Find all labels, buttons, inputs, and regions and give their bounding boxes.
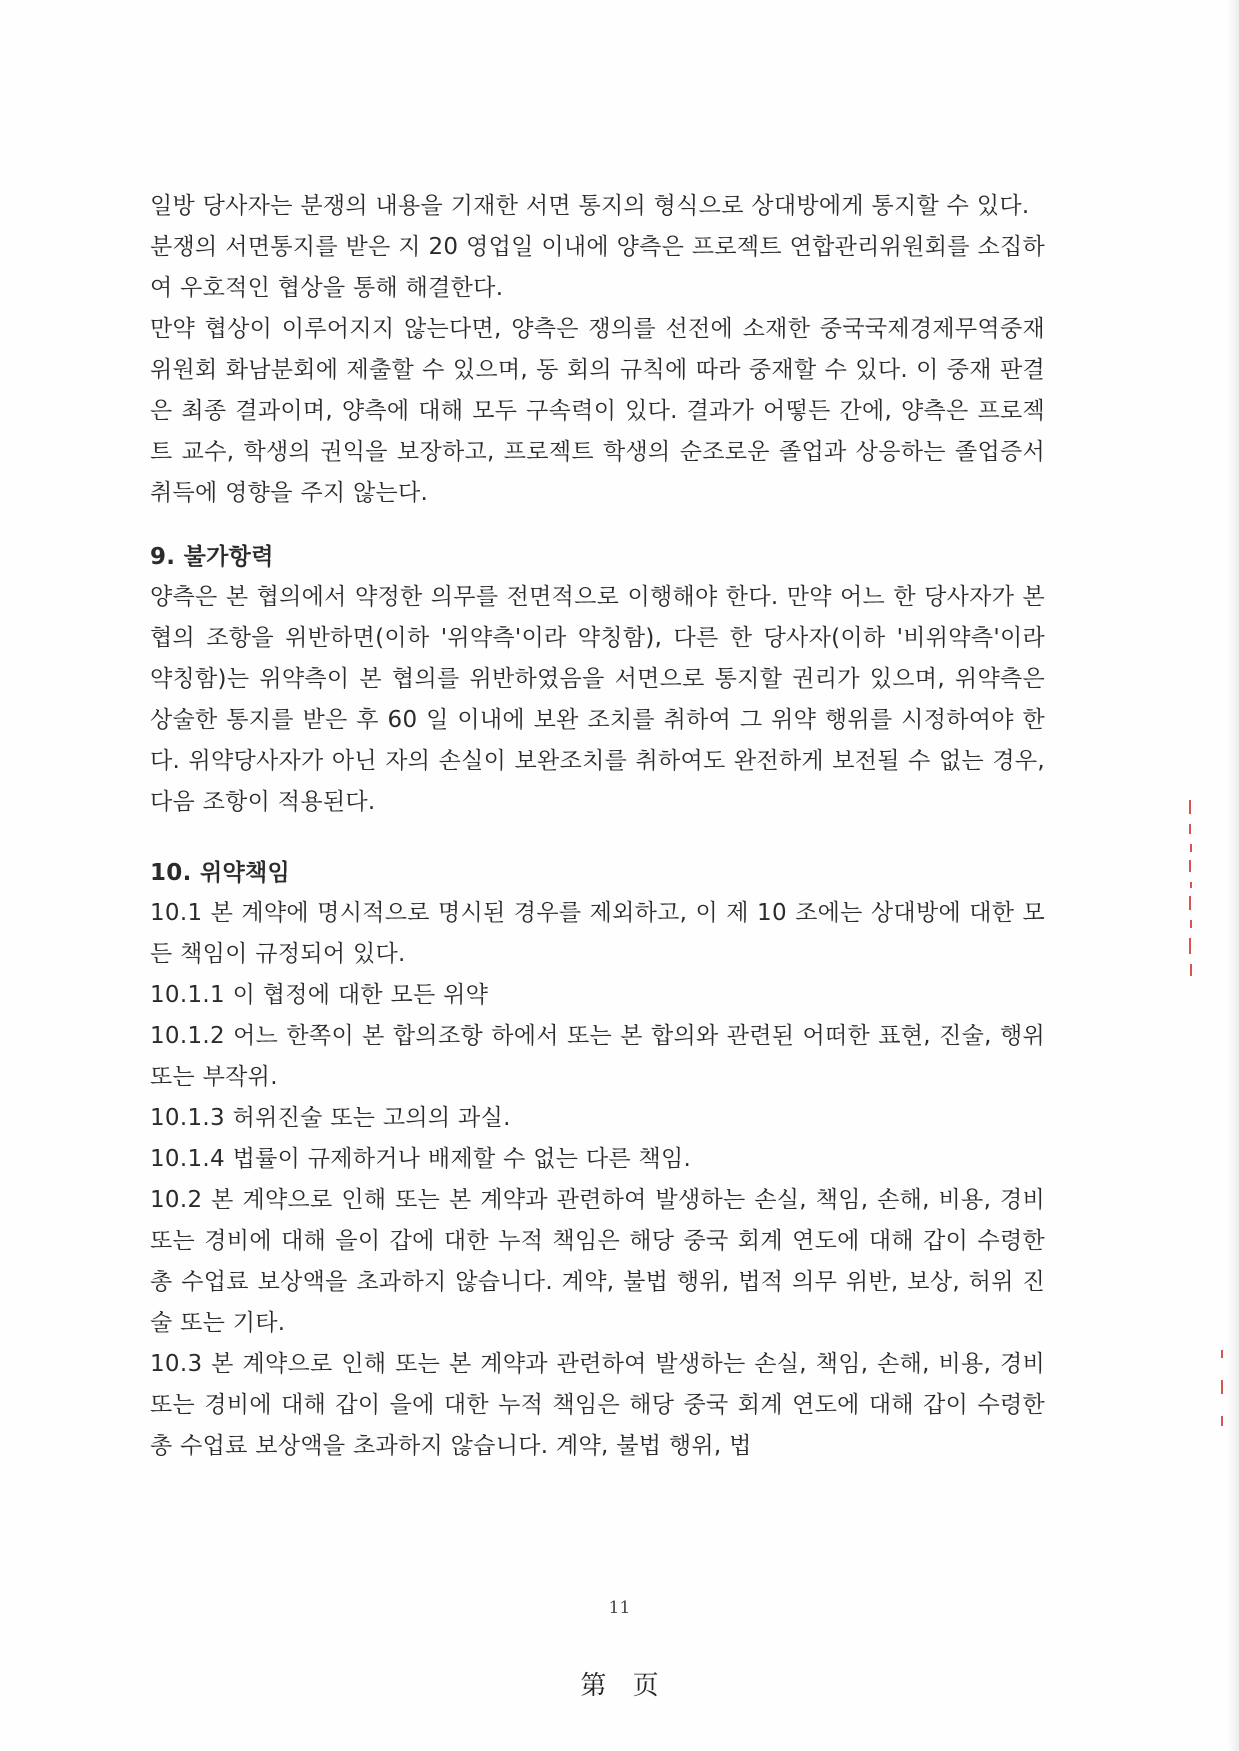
intro-paragraph-2: 분쟁의 서면통지를 받은 지 20 영업일 이내에 양측은 프로젝트 연합관리위원회를 소집하여 우호적인 협상을 통해 해결한다. — [150, 234, 1045, 301]
page-edge-shadow — [1227, 0, 1239, 1751]
page-number: 11 — [608, 1598, 631, 1618]
section-10-item-10-1-2: 10.1.2 어느 한쪽이 본 합의조항 하에서 또는 본 합의와 관련된 어떠한 표현, 진술, 행위 또는 부작위. — [150, 1023, 1045, 1090]
document-body — [150, 186, 1045, 1467]
seal-edge-marks — [1186, 800, 1196, 980]
section-10-item-10-1-4: 10.1.4 법률이 규제하거나 배제할 수 없는 다른 책임. — [150, 1146, 692, 1172]
intro-paragraph-1: 일방 당사자는 분쟁의 내용을 기재한 서면 통지의 형식으로 상대방에게 통지할 수 있다. — [150, 193, 1030, 219]
intro-paragraph-3: 만약 협상이 이루어지지 않는다면, 양측은 쟁의를 선전에 소재한 중국국제경제무역중재위원회 화남분회에 제출할 수 있으며, 동 회의 규칙에 따라 중재할 수 있다. 이 중재 판결은 최종 결과이며, 양측에 대해 모두 구속력이 있다. 결과가 어떻든 간에, 양측은 프로젝트 교수, 학생의 권익을 보장하고, 프로젝트 학생의 순조로운 졸업과 상응하는 졸업증서 취득에 영향을 주지 않는다. — [150, 316, 1045, 506]
page-footer: 第 页 — [580, 1671, 659, 1701]
section-9-heading: 9. 불가항력 — [150, 544, 274, 570]
section-10-item-10-1-1: 10.1.1 이 협정에 대한 모든 위약 — [150, 982, 489, 1008]
section-9-body: 양측은 본 협의에서 약정한 의무를 전면적으로 이행해야 한다. 만약 어느 한 당사자가 본 협의 조항을 위반하면(이하 '위약측'이라 약칭함), 다른 한 당사자(이하 '비위약측'이라 약칭함)는 위약측이 본 협의를 위반하였음을 서면으로 통지할 권리가 있으며, 위약측은 상술한 통지를 받은 후 60 일 이내에 보완 조치를 취하여 그 위약 행위를 시정하여야 한다. 위약당사자가 아닌 자의 손실이 보완조치를 취하여도 완전하게 보전될 수 없는 경우, 다음 조항이 적용된다. — [150, 584, 1045, 815]
section-10-heading: 10. 위약책임 — [150, 860, 291, 886]
section-10-item-10-3: 10.3 본 계약으로 인해 또는 본 계약과 관련하여 발생하는 손실, 책임, 손해, 비용, 경비 또는 경비에 대해 갑이 을에 대한 누적 책임은 해당 중국 회계 연도에 대해 갑이 수령한 총 수업료 보상액을 초과하지 않습니다. 계약, 불법 행위, 법 — [150, 1351, 1045, 1459]
seal-edge-marks-lower — [1218, 1350, 1226, 1430]
section-10-item-10-1-3: 10.1.3 허위진술 또는 고의의 과실. — [150, 1105, 511, 1131]
section-10-item-10-2: 10.2 본 계약으로 인해 또는 본 계약과 관련하여 발생하는 손실, 책임, 손해, 비용, 경비 또는 경비에 대해 을이 갑에 대한 누적 책임은 해당 중국 회계 연도에 대해 갑이 수령한 총 수업료 보상액을 초과하지 않습니다. 계약, 불법 행위, 법적 의무 위반, 보상, 허위 진술 또는 기타. — [150, 1187, 1045, 1336]
section-10-item-10-1: 10.1 본 계약에 명시적으로 명시된 경우를 제외하고, 이 제 10 조에는 상대방에 대한 모든 책임이 규정되어 있다. — [150, 900, 1045, 967]
